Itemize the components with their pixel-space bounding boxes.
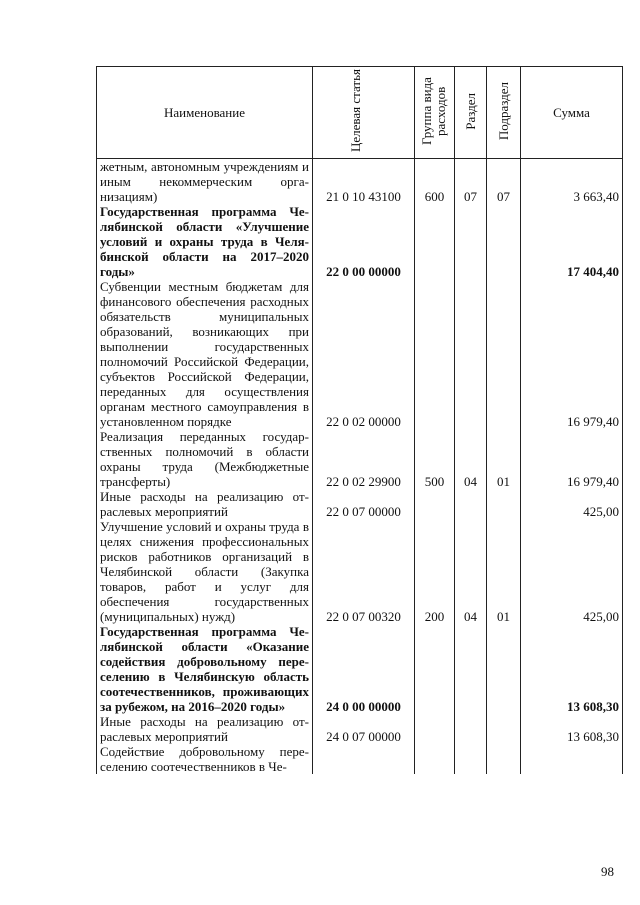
row-subsection: 07: [487, 159, 521, 205]
row-section: [455, 489, 487, 519]
row-name: Реализация переданных государственных полномочий в области охраны труда (Межбюджетные трансферты): [97, 429, 313, 489]
row-expense-group: 200: [415, 519, 455, 624]
table-row: [97, 624, 623, 714]
row-name: жетным, автономным учреждениям и иным некоммерческим организациям): [97, 159, 313, 205]
header-target: Целевая статья: [313, 67, 415, 159]
row-section: 07: [455, 159, 487, 205]
table-row: [97, 279, 623, 429]
row-section: [455, 204, 487, 279]
row-target-code: 22 0 07 00320: [313, 519, 415, 624]
row-target-code: 24 0 07 00000: [313, 714, 415, 744]
row-target-code: 22 0 00 00000: [313, 204, 415, 279]
row-sum: 3 663,40: [521, 159, 623, 205]
row-section: 04: [455, 429, 487, 489]
table-row: [97, 714, 623, 744]
row-subsection: 01: [487, 429, 521, 489]
row-section: [455, 279, 487, 429]
row-name: Государственная программа Челябинской области «Улучшение условий и охраны труда в Челябинской области на 2017–2020 годы»: [97, 204, 313, 279]
row-name: Содействие добровольному переселению соотечественников в Че-: [97, 744, 313, 774]
row-subsection: [487, 714, 521, 744]
row-expense-group: [415, 279, 455, 429]
table-row: [97, 159, 623, 205]
table-row: [97, 489, 623, 519]
header-section: Раздел: [455, 67, 487, 159]
row-expense-group: [415, 744, 455, 774]
row-target-code: 22 0 02 00000: [313, 279, 415, 429]
row-section: [455, 744, 487, 774]
row-sum: [521, 744, 623, 774]
row-sum: 13 608,30: [521, 714, 623, 744]
header-sum: Сумма: [521, 67, 623, 159]
row-expense-group: [415, 624, 455, 714]
row-expense-group: 500: [415, 429, 455, 489]
row-name: Государственная программа Челябинской области «Оказание содействия добровольному переселению в Челябинскую область соотечественников, проживающих за рубежом, на 2016–2020 годы»: [97, 624, 313, 714]
header-expense-group: Группа вида расходов: [415, 67, 455, 159]
row-subsection: [487, 624, 521, 714]
table-header-row: [97, 67, 623, 159]
row-name: Улучшение условий и охраны труда в целях снижения профессиональных рисков работников организаций в Челябинской области (Закупка товаров, работ и услуг для обеспечения государственных (муниципальных) нужд): [97, 519, 313, 624]
row-subsection: [487, 279, 521, 429]
row-subsection: [487, 204, 521, 279]
row-section: [455, 714, 487, 744]
table-row: [97, 204, 623, 279]
row-expense-group: 600: [415, 159, 455, 205]
row-sum: 425,00: [521, 519, 623, 624]
budget-table: [96, 66, 623, 774]
row-name: Иные расходы на реализацию отраслевых мероприятий: [97, 714, 313, 744]
header-subsection: Подраздел: [487, 67, 521, 159]
row-expense-group: [415, 204, 455, 279]
row-section: [455, 624, 487, 714]
row-target-code: 24 0 00 00000: [313, 624, 415, 714]
row-section: 04: [455, 519, 487, 624]
row-subsection: [487, 744, 521, 774]
row-target-code: [313, 744, 415, 774]
row-target-code: 21 0 10 43100: [313, 159, 415, 205]
table-row: [97, 429, 623, 489]
row-sum: 13 608,30: [521, 624, 623, 714]
table-body: [97, 159, 623, 775]
row-subsection: [487, 489, 521, 519]
row-name: Субвенции местным бюджетам для финансового обеспечения расходных обязательств муниципальных образований, возникающих при выполнении государственных полномочий Российской Федерации, субъектов Российской Федерации, переданных для осуществления органам местного самоуправления в установленном порядке: [97, 279, 313, 429]
header-name: Наименование: [97, 67, 313, 159]
table-row: [97, 519, 623, 624]
table-row: [97, 744, 623, 774]
row-name: Иные расходы на реализацию отраслевых мероприятий: [97, 489, 313, 519]
row-sum: 16 979,40: [521, 429, 623, 489]
row-sum: 16 979,40: [521, 279, 623, 429]
row-sum: 425,00: [521, 489, 623, 519]
row-target-code: 22 0 07 00000: [313, 489, 415, 519]
page-number: 98: [601, 864, 614, 879]
row-expense-group: [415, 714, 455, 744]
row-sum: 17 404,40: [521, 204, 623, 279]
row-subsection: 01: [487, 519, 521, 624]
row-target-code: 22 0 02 29900: [313, 429, 415, 489]
row-expense-group: [415, 489, 455, 519]
